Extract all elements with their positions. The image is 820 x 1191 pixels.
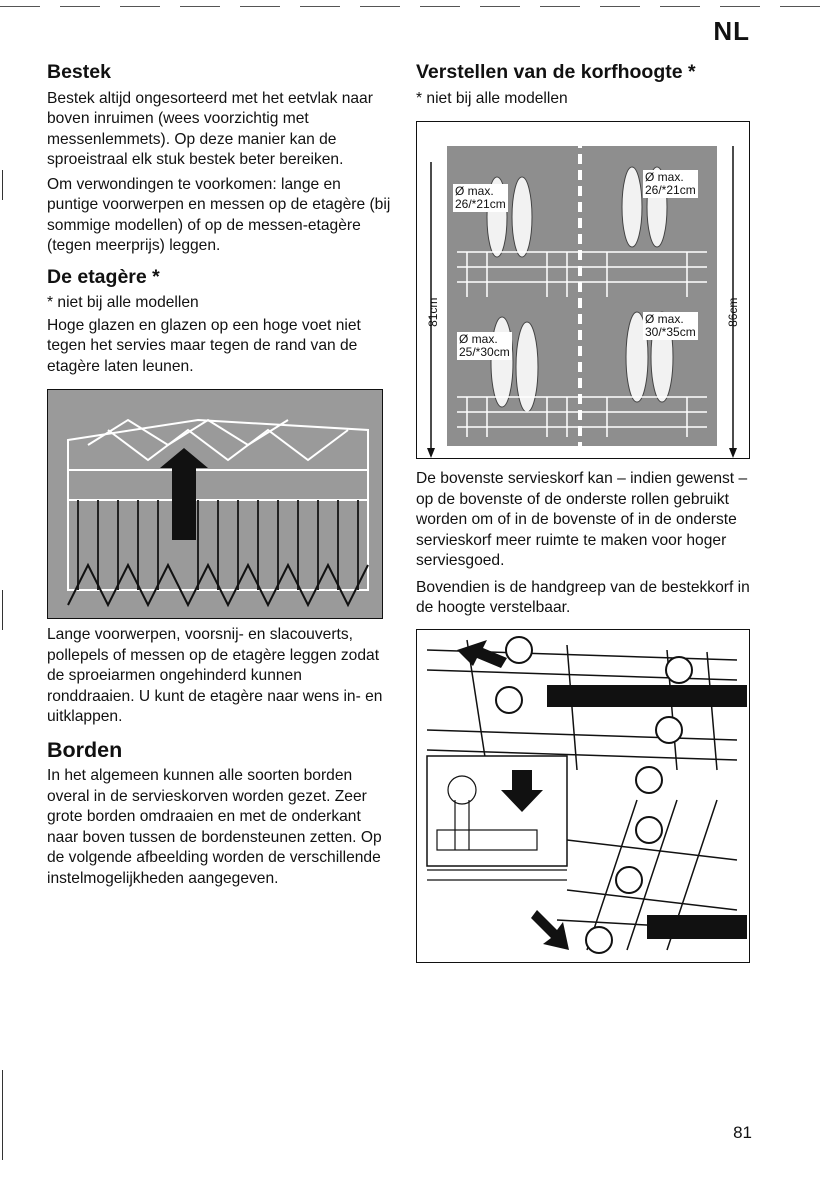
- paragraph: In het algemeen kunnen alle soorten borden overal in de servieskorven worden gezet. Zeer grote borden omdraaien en met de onderkant naar boven tussen de bordensteunen zetten. Op de volgende afbeelding worden de verschillende instelmogelijkheden aangegeven.: [47, 767, 382, 887]
- diameter-label: [453, 184, 508, 212]
- diameter-label: [457, 332, 512, 360]
- paragraph: De bovenste servieskorf kan – indien gewenst – op de bovenste of de onderste rollen gebruikt worden om of in de bovenste of in de onderste servieskorf meer ruimte te maken voor hoger serviesgoed.: [416, 470, 748, 569]
- height-label-left: 81cm: [425, 297, 440, 327]
- right-column: [416, 62, 761, 963]
- label-line: 26/*21cm: [455, 197, 506, 211]
- language-label: NL: [713, 16, 750, 46]
- label-line: 30/*35cm: [645, 325, 696, 339]
- section-title-etagere: De etagère *: [47, 265, 160, 288]
- rollers-drawing: [417, 630, 749, 962]
- basket-height-illustration: [416, 121, 750, 459]
- dishwasher-drawing: [417, 122, 749, 458]
- label-line: Ø max.: [645, 170, 684, 184]
- page-number: 81: [733, 1123, 752, 1142]
- footnote: * niet bij alle modellen: [47, 294, 199, 311]
- label-line: Ø max.: [645, 312, 684, 326]
- height-label-right: 86cm: [725, 297, 740, 327]
- diameter-label: [643, 312, 698, 340]
- paragraph: Bestek altijd ongesorteerd met het eetvlak naar boven inruimen (wees voorzichtig met messenlemmets). Op deze manier kan de sproeistraal elk stuk bestek beter bereiken.: [47, 89, 373, 168]
- scan-edge-mark: [2, 170, 3, 200]
- paragraph: Bovendien is de handgreep van de bestekkorf in de hoogte verstelbaar.: [416, 578, 750, 616]
- label-line: 26/*21cm: [645, 183, 696, 197]
- section-title-bestek: Bestek: [47, 61, 111, 83]
- paragraph: Lange voorwerpen, voorsnij- en slacouverts, pollepels of messen op de etagère leggen zodat de sproeiarmen ongehinderd kunnen ronddraaien. U kunt de etagère naar wens in- en uitklappen.: [47, 626, 383, 725]
- label-line: 25/*30cm: [459, 345, 510, 359]
- diameter-label: [643, 170, 698, 198]
- paragraph: Om verwondingen te voorkomen: lange en puntige voorwerpen en messen op de etagère (bij sommige modellen) of op de messen-etagère (tegen meerprijs) leggen.: [47, 175, 391, 254]
- section-title-borden: Borden: [47, 737, 123, 762]
- basket-rollers-illustration: [416, 629, 750, 963]
- footnote: * niet bij alle modellen: [416, 89, 568, 107]
- section-title-korfhoogte: Verstellen van de korfhoogte *: [416, 61, 696, 83]
- scan-edge-mark: [2, 1070, 3, 1160]
- etagere-illustration: [47, 389, 383, 619]
- left-column: [47, 62, 392, 893]
- label-line: Ø max.: [459, 332, 498, 346]
- paragraph: Hoge glazen en glazen op een hoge voet niet tegen het servies maar tegen de rand van de etagère laten leunen.: [47, 316, 361, 375]
- basket-rack-drawing: [48, 390, 382, 618]
- top-rule: [0, 6, 820, 7]
- label-line: Ø max.: [455, 184, 494, 198]
- scan-edge-mark: [2, 590, 3, 630]
